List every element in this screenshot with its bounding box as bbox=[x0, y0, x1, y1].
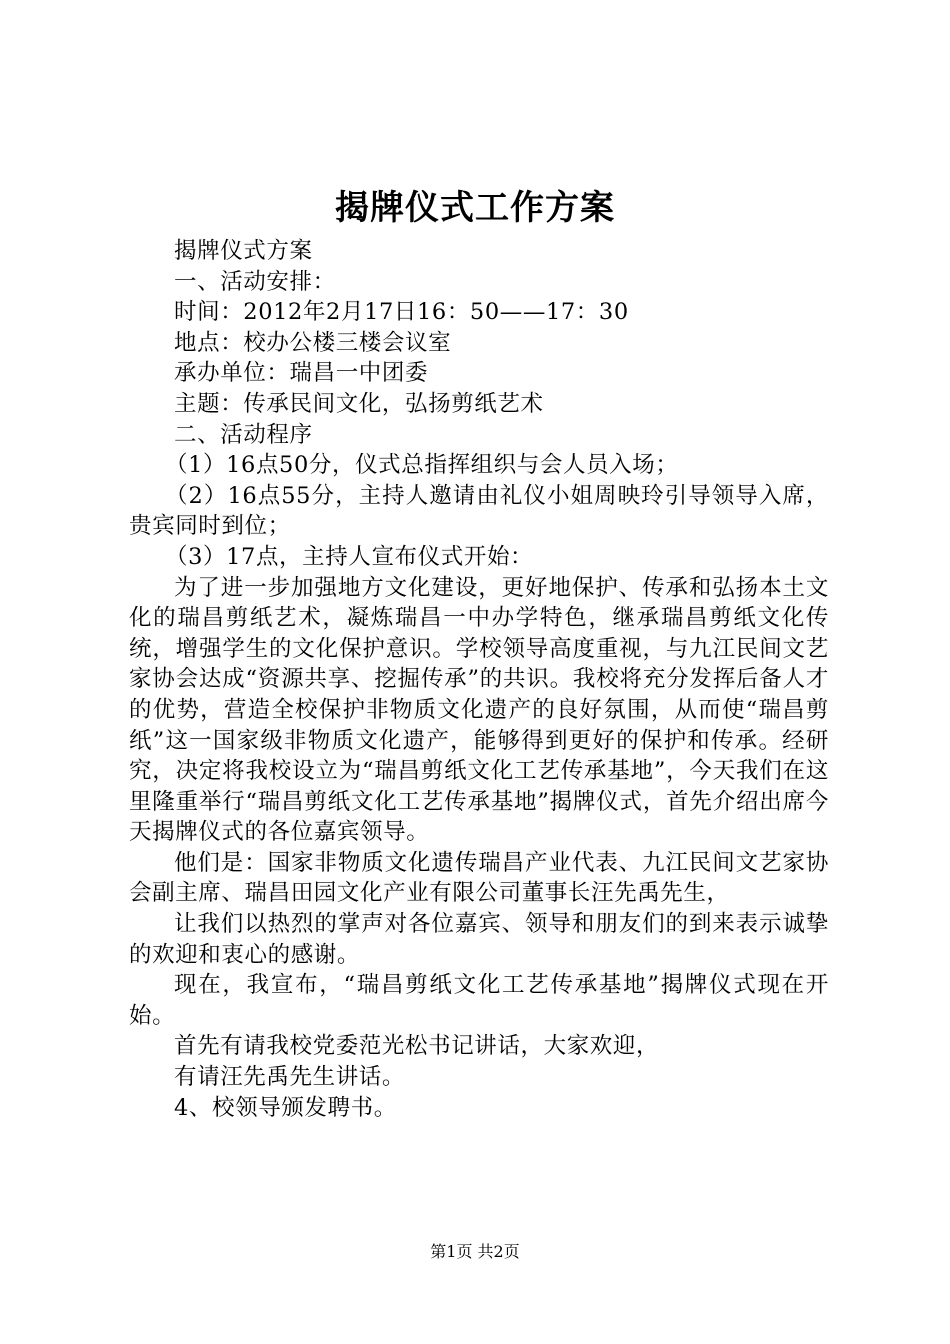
paragraph-theme: 主题：传承民间文化，弘扬剪纸艺术 bbox=[174, 390, 544, 417]
paragraph-step-1: （1）16点50分，仪式总指挥组织与会人员入场； bbox=[165, 452, 679, 479]
paragraph-guest-speech: 有请汪先禹先生讲话。 bbox=[174, 1064, 406, 1091]
paragraph-organizer: 承办单位：瑞昌一中团委 bbox=[174, 360, 429, 387]
paragraph-step-4: 4、校领导颁发聘书。 bbox=[174, 1094, 397, 1121]
paragraph-section-1: 一、活动安排： bbox=[174, 268, 336, 295]
paragraph-speech-intro: 为了进一步加强地方文化建设，更好地保护、传承和弘扬本土文化的瑞昌剪纸艺术，凝炼瑞昌一中办学特色，继承瑞昌剪纸文化传统，增强学生的文化保护意识。学校领导高度重视，与九江民间文艺家协会达成“资源共享、挖掘传承”的共识。我校将充分发挥后备人才的优势，营造全校保护非物质文化遗产的良好氛围，从而使“瑞昌剪纸”这一国家级非物质文化遗产，能够得到更好的保护和传承。经研究，决定将我校设立为“瑞昌剪纸文化工艺传承基地”，今天我们在这里隆重举行“瑞昌剪纸文化工艺传承基地”揭牌仪式，首先介绍出席今天揭牌仪式的各位嘉宾领导。 bbox=[129, 574, 829, 846]
document-title: 揭牌仪式工作方案 bbox=[335, 188, 615, 228]
paragraph-welcome: 让我们以热烈的掌声对各位嘉宾、领导和朋友们的到来表示诚挚的欢迎和衷心的感谢。 bbox=[129, 911, 829, 968]
document-body bbox=[129, 236, 829, 1123]
paragraph-guests: 他们是：国家非物质文化遗传瑞昌产业代表、九江民间文艺家协会副主席、瑞昌田园文化产业有限公司董事长汪先禹先生， bbox=[129, 849, 829, 907]
page-footer: 第1页 共2页 bbox=[430, 1242, 520, 1261]
paragraph-step-3: （3）17点，主持人宣布仪式开始： bbox=[165, 543, 534, 570]
paragraph-time: 时间：2012年2月17日16：50——17：30 bbox=[174, 299, 629, 326]
paragraph-location: 地点：校办公楼三楼会议室 bbox=[174, 329, 452, 356]
paragraph-heading: 揭牌仪式方案 bbox=[174, 238, 313, 264]
paragraph-step-2: （2）16点55分，主持人邀请由礼仪小姐周映玲引导领导入席，贵宾同时到位； bbox=[129, 482, 829, 540]
paragraph-section-2: 二、活动程序 bbox=[174, 421, 313, 448]
paragraph-secretary-speech: 首先有请我校党委范光松书记讲话，大家欢迎， bbox=[174, 1033, 660, 1060]
paragraph-announce: 现在，我宣布，“瑞昌剪纸文化工艺传承基地”揭牌仪式现在开始。 bbox=[129, 972, 829, 1029]
